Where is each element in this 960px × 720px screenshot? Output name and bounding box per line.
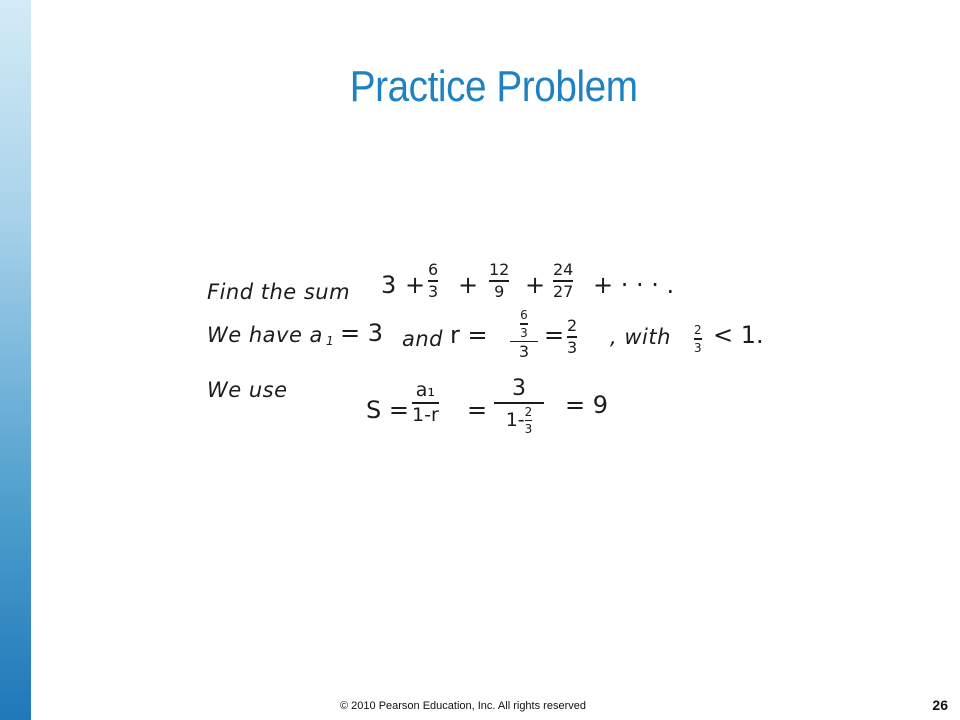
frac3-den: 27 bbox=[553, 281, 574, 301]
frac2-num: 12 bbox=[489, 260, 510, 279]
line2-and: and bbox=[402, 327, 444, 351]
line2-big-frac bbox=[510, 309, 538, 360]
value-num: 3 bbox=[512, 376, 526, 401]
value-den-lead: 1- bbox=[505, 409, 525, 432]
line2-text: We have a bbox=[207, 323, 323, 347]
formula-num: a₁ bbox=[415, 379, 436, 401]
line2-r-eq: r = bbox=[450, 321, 488, 349]
value-den-frac bbox=[525, 406, 533, 436]
frac-cmp-den: 3 bbox=[694, 340, 702, 355]
line1-text: Find the sum bbox=[207, 280, 351, 304]
line1-plus2: + bbox=[458, 271, 479, 299]
formula-den: 1-r bbox=[412, 403, 439, 426]
big-frac-num-den: 3 bbox=[520, 325, 528, 340]
line2-frac-r bbox=[567, 318, 577, 356]
line1-frac2 bbox=[489, 262, 509, 300]
line1-plus1: + bbox=[405, 271, 426, 299]
frac2-den: 9 bbox=[494, 281, 505, 301]
big-frac-num-bar bbox=[520, 323, 528, 325]
line2-eq: = 3 bbox=[340, 319, 384, 347]
value-den-frac-num: 2 bbox=[524, 404, 533, 419]
big-frac-numerator bbox=[520, 309, 528, 339]
line3-result: = 9 bbox=[565, 391, 609, 419]
page-number: 26 bbox=[932, 697, 948, 713]
line1-frac1 bbox=[428, 262, 438, 300]
frac1-den: 3 bbox=[428, 281, 439, 301]
copyright-footer: © 2010 Pearson Education, Inc. All rights reserved bbox=[340, 700, 586, 712]
value-bar bbox=[494, 402, 544, 404]
line3-eq: = bbox=[467, 396, 488, 424]
line2-with: , with bbox=[610, 325, 671, 349]
frac-r-den: 3 bbox=[567, 337, 578, 357]
frac-r-num: 2 bbox=[567, 316, 578, 335]
line2-frac-cmp bbox=[694, 324, 702, 354]
frac-cmp-num: 2 bbox=[694, 323, 702, 337]
frac3-num: 24 bbox=[553, 260, 574, 279]
value-den-frac-den: 3 bbox=[524, 422, 533, 437]
line2-sub: 1 bbox=[326, 334, 335, 348]
line3-frac-formula bbox=[412, 381, 439, 425]
line1-frac3 bbox=[553, 262, 573, 300]
line3-text: We use bbox=[207, 378, 288, 402]
value-den bbox=[506, 406, 533, 436]
line3-s-eq: S = bbox=[366, 396, 409, 424]
frac1-num: 6 bbox=[428, 260, 439, 279]
frac-cmp-bar bbox=[694, 338, 702, 340]
big-frac-den: 3 bbox=[518, 342, 530, 362]
line2-eq2: = bbox=[544, 321, 565, 349]
line1-term1: 3 bbox=[381, 271, 397, 299]
line3-frac-value bbox=[494, 378, 544, 435]
line2-lt: < 1. bbox=[713, 321, 764, 349]
slide-title: Practice Problem bbox=[349, 62, 638, 111]
line1-plus3: + bbox=[525, 271, 546, 299]
value-den-frac-bar bbox=[525, 420, 533, 422]
big-frac-num-num: 6 bbox=[520, 308, 528, 322]
line1-tail: + · · · . bbox=[593, 271, 675, 299]
side-decor-bar bbox=[0, 0, 31, 720]
